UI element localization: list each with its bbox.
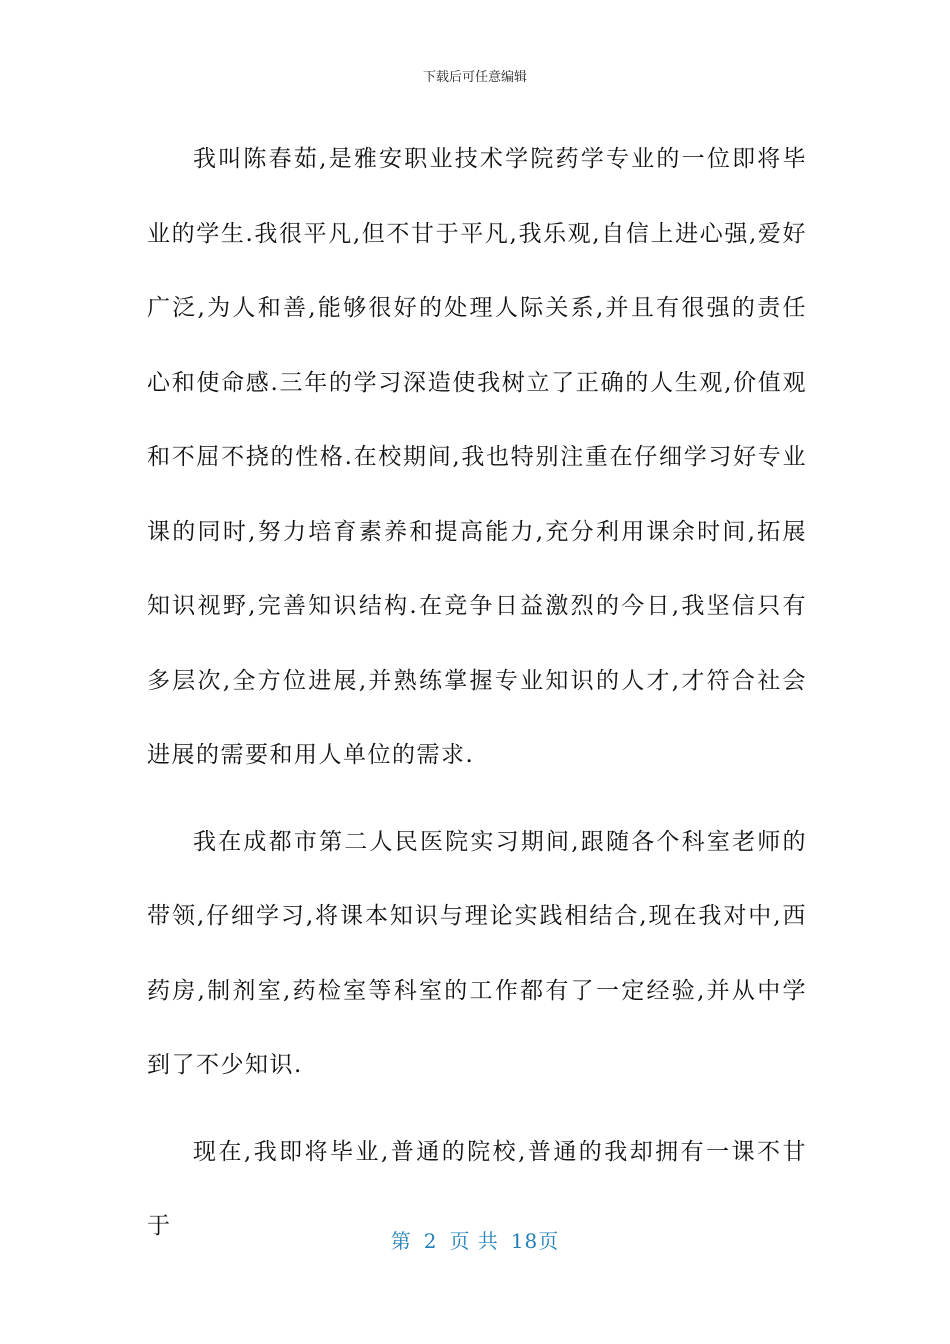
- footer-prefix: 第: [390, 1229, 412, 1253]
- paragraph-1: 我叫陈春茹,是雅安职业技术学院药学专业的一位即将毕业的学生.我很平凡,但不甘于平凡,我乐观,自信上进心强,爱好广泛,为人和善,能够很好的处理人际关系,并且有很强的责任心和使命感.三年的学习深造使我树立了正确的人生观,价值观和不屈不挠的性格.在校期间,我也特别注重在仔细学习好专业课的同时,努力培育素养和提高能力,充分利用课余时间,拓展知识视野,完善知识结构.在竞争日益激烈的今日,我坚信只有多层次,全方位进展,并熟练掌握专业知识的人才,才符合社会进展的需要和用人单位的需求.: [147, 146, 807, 768]
- footer-current-page: 2: [423, 1229, 438, 1253]
- footer-suffix: 页: [538, 1229, 560, 1253]
- page-footer: [0, 1225, 950, 1254]
- header-note: 下载后可任意编辑: [422, 70, 527, 85]
- footer-total-pages: 18: [510, 1229, 539, 1253]
- paragraph-3: 现在,我即将毕业,普通的院校,普通的我却拥有一课不甘于: [147, 1138, 807, 1239]
- paragraph-2: 我在成都市第二人民医院实习期间,跟随各个科室老师的带领,仔细学习,将课本知识与理论实践相结合,现在我对中,西药房,制剂室,药检室等科室的工作都有了一定经验,并从中学到了不少知识.: [147, 828, 807, 1078]
- footer-middle: 页 共: [449, 1229, 499, 1253]
- document-body: [147, 122, 807, 1276]
